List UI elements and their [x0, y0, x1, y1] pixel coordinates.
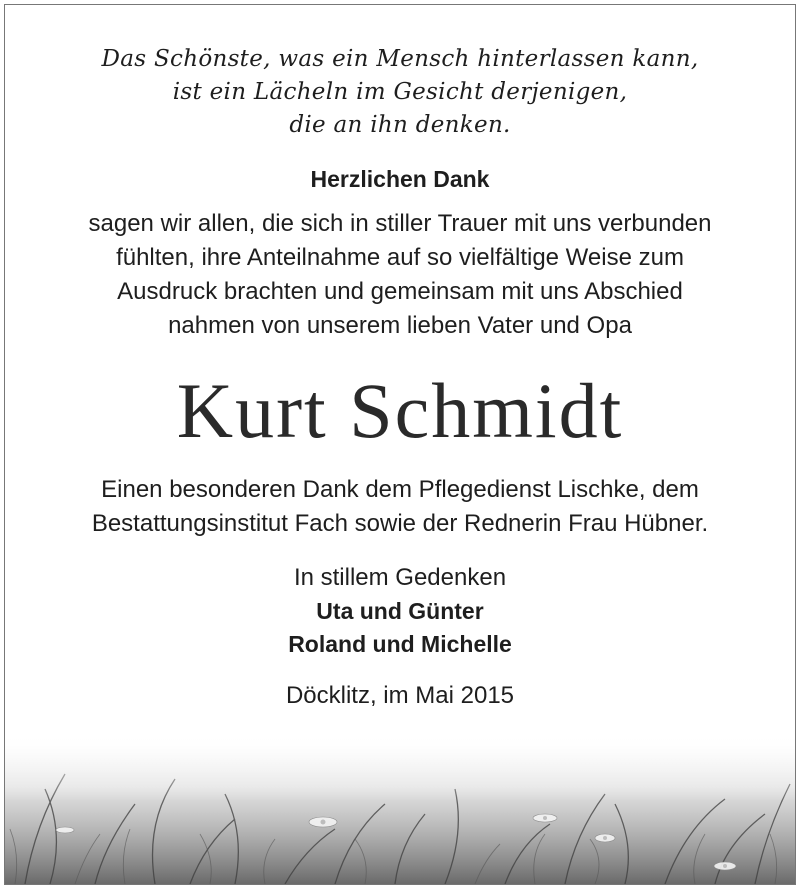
paragraph-line: fühlten, ihre Anteilnahme auf so vielfältige Weise zum	[116, 244, 684, 271]
poem-line: ist ein Lächeln im Gesicht derjenigen,	[172, 79, 628, 105]
poem-quote	[5, 5, 795, 142]
paragraph-line: Ausdruck brachten und gemeinsam mit uns Abschied	[117, 278, 683, 305]
family-member-2: Roland und Michelle	[288, 631, 512, 657]
special-thanks-line: Einen besonderen Dank dem Pflegedienst Lischke, dem	[101, 476, 699, 503]
meadow-decoration-image	[5, 734, 795, 884]
thanks-heading: Herzlichen Dank	[310, 166, 490, 192]
poem-line: die an ihn denken.	[289, 112, 511, 138]
thanks-paragraph	[5, 207, 795, 343]
special-thanks	[5, 473, 795, 541]
obituary-content	[5, 5, 795, 713]
memory-text: In stillem Gedenken	[293, 564, 507, 591]
family-member-1: Uta und Günter	[316, 598, 484, 624]
paragraph-line: nahmen von unserem lieben Vater und Opa	[168, 312, 632, 339]
poem-line: Das Schönste, was ein Mensch hinterlassen kann,	[101, 46, 699, 72]
place-date: Döcklitz, im Mai 2015	[285, 682, 515, 709]
special-thanks-line: Bestattungsinstitut Fach sowie der Rednerin Frau Hübner.	[91, 510, 709, 537]
paragraph-line: sagen wir allen, die sich in stiller Trauer mit uns verbunden	[88, 210, 712, 237]
deceased-name: Kurt Schmidt	[176, 367, 624, 454]
obituary-card	[4, 4, 796, 885]
